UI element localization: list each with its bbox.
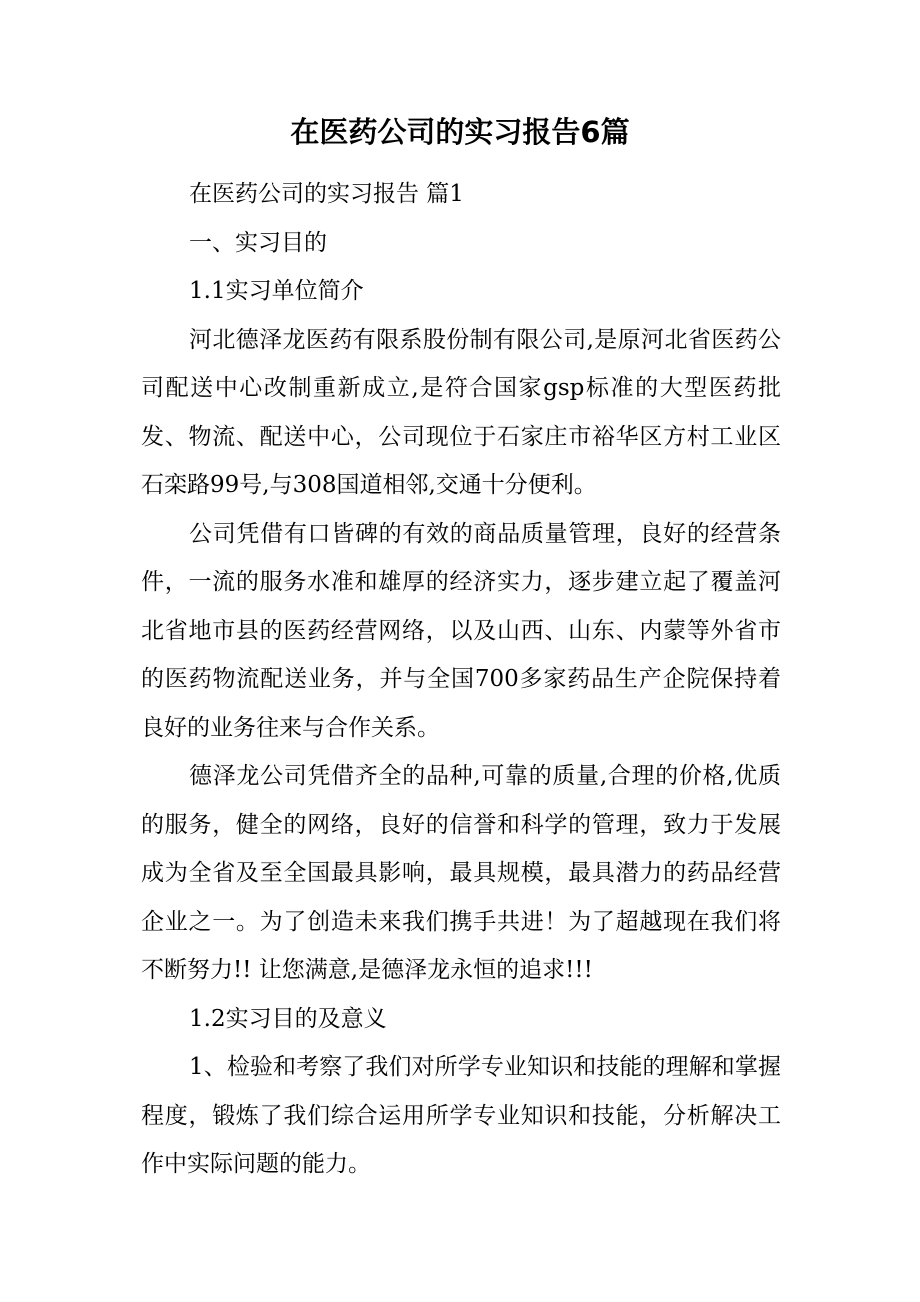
document-title: 在医药公司的实习报告6篇 [290, 115, 630, 149]
paragraph-company-mission: 德泽龙公司凭借齐全的品种,可靠的质量,合理的价格,优质的服务，健全的网络，良好的信誉和科学的管理，致力于发展成为全省及至全国最具影响，最具规模，最具潜力的药品经营企业之一。为了创造未来我们携手共进！为了超越现在我们将不断努力!! 让您满意,是德泽龙永恒的追求!!! [141, 763, 781, 983]
paragraph-company-network: 公司凭借有口皆碑的有效的商品质量管理，良好的经营条件，一流的服务水准和雄厚的经济实力，逐步建立起了覆盖河北省地市县的医药经营网络，以及山西、山东、内蒙等外省市的医药物流配送业务，并与全国700多家药品生产企院保持着良好的业务往来与合作关系。 [141, 520, 781, 741]
subsection-heading-significance: 1.2实习目的及意义 [189, 1005, 387, 1032]
paragraph-significance-1: 1、检验和考察了我们对所学专业知识和技能的理解和掌握程度，锻炼了我们综合运用所学专业知识和技能，分析解决工作中实际问题的能力。 [141, 1054, 781, 1177]
section-heading-purpose: 一、实习目的 [189, 229, 327, 256]
paragraph-company-intro: 河北德泽龙医药有限系股份制有限公司,是原河北省医药公司配送中心改制重新成立,是符合国家gsp标准的大型医药批发、物流、配送中心，公司现位于石家庄市裕华区方村工业区石栾路99号,与308国道相邻,交通十分便利。 [141, 326, 781, 498]
section-heading-part1: 在医药公司的实习报告 篇1 [189, 181, 464, 207]
document-body [141, 170, 781, 1189]
subsection-heading-intro: 1.1实习单位简介 [189, 278, 364, 304]
